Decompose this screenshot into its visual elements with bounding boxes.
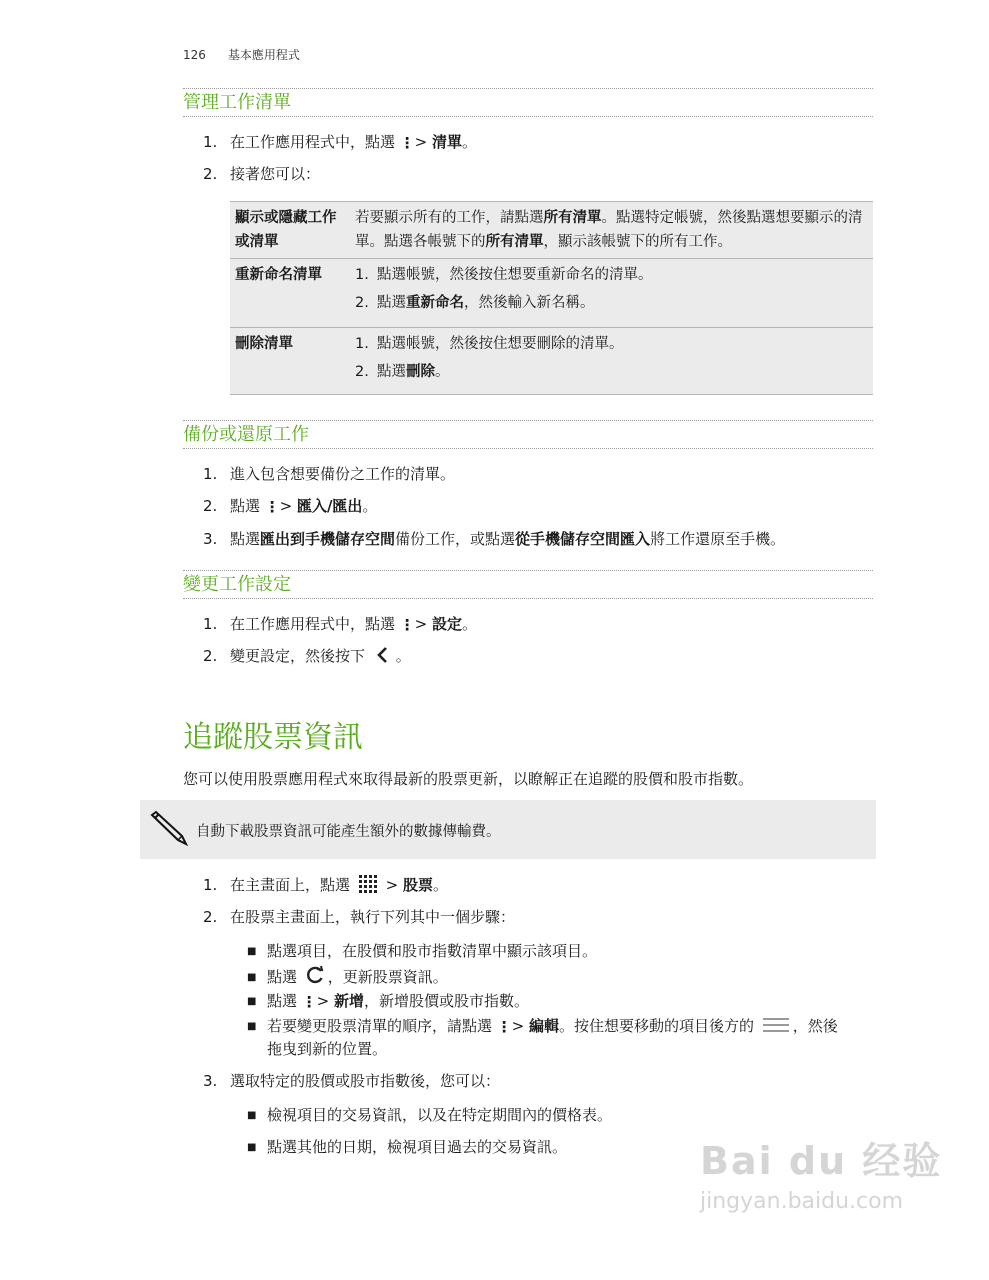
sec2-step-3: 3. 點選匯出到手機儲存空間備份工作，或點選從手機儲存空間匯入將工作還原至手機。 (203, 530, 786, 548)
back-chevron-icon (374, 646, 392, 669)
list-item-continuation: 拖曳到新的位置。 (267, 1040, 388, 1058)
option-description: 若要顯示所有的工作，請點選所有清單。點選特定帳號，然後點選想要顯示的清單。點選各帳號下的所有清單，顯示該帳號下的所有工作。 (351, 202, 873, 259)
page-header (183, 46, 322, 63)
watermark-logo: Bai du 经验 (700, 1139, 943, 1183)
chapter-title: 基本應用程式 (227, 48, 300, 62)
refresh-icon (305, 965, 325, 992)
table-row (230, 328, 873, 395)
page-number: 126 (183, 48, 206, 62)
list-item: ■ 檢視項目的交易資訊，以及在特定期間內的價格表。 (247, 1106, 613, 1124)
sec1-step-1: 1. 在工作應用程式中，點選 ⋮ > 清單。 (203, 133, 477, 152)
options-table (230, 201, 873, 395)
pencil-note-icon (148, 810, 190, 852)
table-row (230, 259, 873, 328)
watermark-url: jingyan.baidu.com (700, 1189, 904, 1214)
table-row (230, 202, 873, 259)
menu-kebab-icon: ⋮ (399, 616, 415, 634)
note-box (140, 800, 876, 859)
menu-kebab-icon: ⋮ (399, 134, 415, 152)
list-item: ■ 點選 ，更新股票資訊。 (247, 965, 448, 992)
sec2-step-2: 2. 點選 ⋮ > 匯入/匯出。 (203, 497, 378, 516)
menu-kebab-icon: ⋮ (496, 1018, 512, 1036)
option-name: 刪除清單 (230, 328, 351, 395)
note-text: 自動下載股票資訊可能產生額外的數據傳輸費。 (196, 824, 501, 840)
section-title-backup-restore: 備份或還原工作 (183, 420, 873, 449)
option-name: 重新命名清單 (230, 259, 351, 328)
option-description: 1. 點選帳號，然後按住想要重新命名的清單。 2. 點選重新命名，然後輸入新名稱。 (351, 259, 873, 328)
sec1-step-2: 2. 接著您可以： (203, 165, 321, 183)
option-name: 顯示或隱藏工作或清單 (230, 202, 351, 259)
list-item: ■ 點選 ⋮ > 新增，新增股價或股市指數。 (247, 990, 529, 1014)
option-description: 1. 點選帳號，然後按住想要刪除的清單。 2. 點選刪除。 (351, 328, 873, 395)
sec3-step-1: 1. 在工作應用程式中，點選 ⋮ > 設定。 (203, 615, 477, 634)
section-title-change-settings: 變更工作設定 (183, 570, 873, 599)
section-title-manage-lists: 管理工作清單 (183, 88, 873, 117)
list-item: ■ 點選其他的日期，檢視項目過去的交易資訊。 (247, 1138, 568, 1156)
stocks-step-1: 1. 在主畫面上，點選 > 股票。 (203, 875, 448, 898)
sec2-step-1: 1. 進入包含想要備份之工作的清單。 (203, 465, 456, 483)
stocks-step-2: 2. 在股票主畫面上，執行下列其中一個步驟： (203, 908, 516, 926)
drag-handle-icon (763, 1017, 789, 1040)
watermark (700, 1130, 942, 1214)
stocks-intro: 您可以使用股票應用程式來取得最新的股票更新，以瞭解正在追蹤的股價和股市指數。 (183, 770, 754, 788)
menu-kebab-icon: ⋮ (264, 498, 280, 516)
menu-kebab-icon: ⋮ (301, 993, 317, 1011)
list-item: ■ 點選項目，在股價和股市指數清單中顯示該項目。 (247, 942, 598, 960)
all-apps-grid-icon (359, 875, 377, 898)
stocks-title: 追蹤股票資訊 (183, 720, 363, 755)
stocks-step-3: 3. 選取特定的股價或股市指數後，您可以： (203, 1072, 501, 1090)
list-item: ■ 若要變更股票清單的順序，請點選 ⋮ > 編輯。按住想要移動的項目後方的 ，然後 (247, 1015, 838, 1040)
sec3-step-2: 2. 變更設定，然後按下 。 (203, 646, 411, 669)
